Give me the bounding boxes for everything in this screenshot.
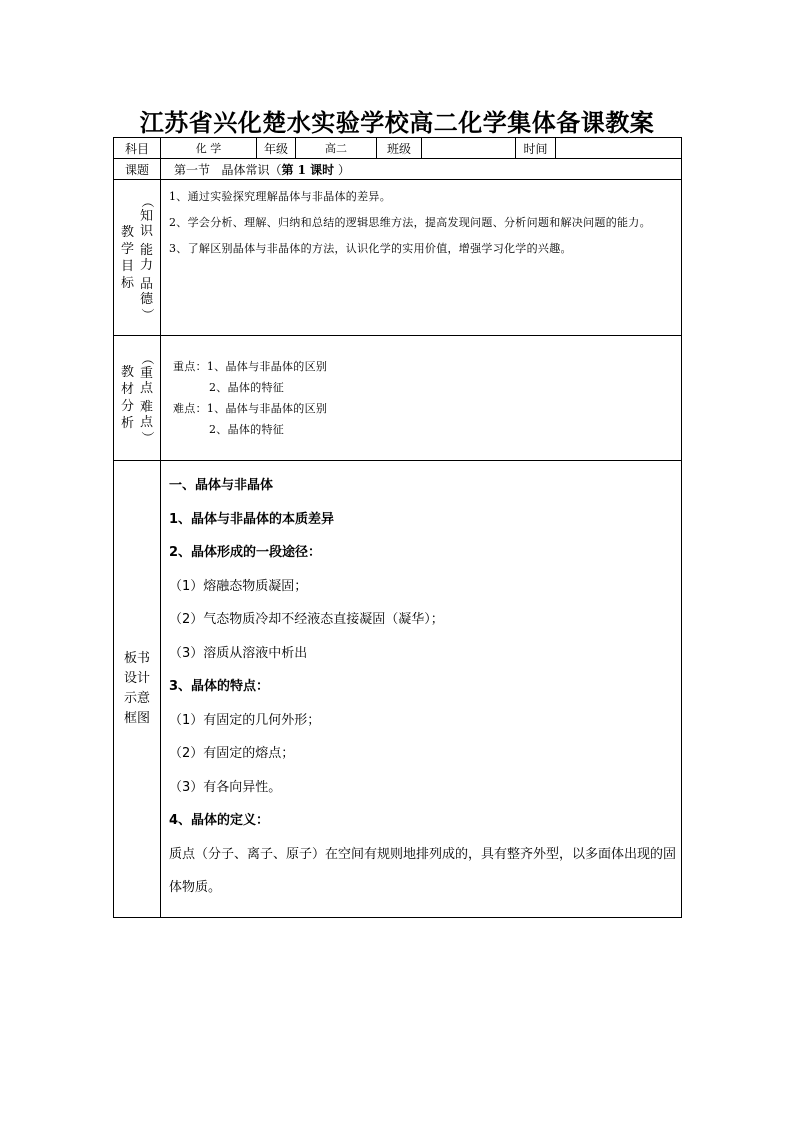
analysis-content bbox=[161, 336, 682, 461]
time-label: 时间 bbox=[516, 138, 556, 159]
label-char: 能 bbox=[140, 242, 154, 258]
label-line: 示意 bbox=[123, 690, 150, 706]
paren-open: （ bbox=[139, 194, 155, 208]
document-title: 江苏省兴化楚水实验学校高二化学集体备课教案 bbox=[139, 108, 655, 137]
board-heading: 一、晶体与非晶体 bbox=[169, 478, 274, 493]
topic-value bbox=[161, 159, 682, 180]
header-row bbox=[114, 138, 682, 159]
label-char: 教 bbox=[120, 224, 134, 240]
label-char: 知 bbox=[140, 208, 154, 224]
objective-item: 1、通过实验探究理解晶体与非晶体的差异。 bbox=[169, 190, 391, 203]
objectives-label-main bbox=[121, 224, 134, 292]
objectives-row bbox=[114, 180, 682, 336]
label-char: 标 bbox=[120, 275, 134, 291]
board-definition: 质点（分子、离子、原子）在空间有规则地排列成的，具有整齐外型，以多面体出现的固体物质。 bbox=[169, 846, 677, 895]
topic-label: 课题 bbox=[114, 159, 161, 180]
difficult-point-line: 难点：1、晶体与非晶体的区别 bbox=[173, 402, 328, 415]
grade-value: 高二 bbox=[296, 138, 377, 159]
paren-open: （ bbox=[139, 351, 155, 366]
topic-row bbox=[114, 159, 682, 180]
difficult-point-line: 2、晶体的特征 bbox=[209, 423, 285, 436]
label-char: 难 bbox=[140, 400, 154, 415]
label-char: 点 bbox=[140, 381, 154, 396]
analysis-label-sub bbox=[140, 351, 153, 445]
label-char: 材 bbox=[120, 382, 134, 397]
topic-text: 第一节 晶体常识（ bbox=[174, 162, 282, 177]
paren-close: ） bbox=[139, 307, 155, 321]
topic-text-end: ） bbox=[334, 162, 350, 177]
topic-lesson-number: 第 1 课时 bbox=[281, 162, 335, 177]
lesson-plan-table bbox=[113, 137, 682, 918]
label-char: 品 bbox=[140, 276, 154, 292]
key-point-line: 2、晶体的特征 bbox=[209, 381, 285, 394]
label-char: 力 bbox=[140, 257, 154, 273]
label-char: 德 bbox=[140, 291, 154, 307]
objectives-content bbox=[161, 180, 682, 336]
label-line: 板书 bbox=[123, 650, 150, 666]
label-line: 框图 bbox=[123, 710, 150, 726]
paren-close: ） bbox=[139, 430, 155, 445]
analysis-label-main bbox=[121, 364, 134, 432]
analysis-row bbox=[114, 336, 682, 461]
board-design-row bbox=[114, 461, 682, 918]
time-value bbox=[556, 138, 682, 159]
board-item: （1）熔融态物质凝固； bbox=[169, 578, 308, 594]
label-char: 重 bbox=[140, 366, 154, 381]
board-item: （2）气态物质冷却不经液态直接凝固（凝华）； bbox=[169, 612, 444, 627]
key-point-line: 重点：1、晶体与非晶体的区别 bbox=[173, 360, 328, 373]
class-value bbox=[422, 138, 516, 159]
board-design-content bbox=[161, 461, 682, 918]
label-char: 识 bbox=[140, 223, 154, 239]
label-char: 教 bbox=[120, 365, 134, 380]
board-item: （2）有固定的熔点； bbox=[169, 746, 295, 761]
objectives-label bbox=[114, 180, 161, 336]
board-design-label bbox=[114, 461, 161, 918]
objective-item: 2、学会分析、理解、归纳和总结的逻辑思维方法，提高发现问题、分析问题和解决问题的能力。 bbox=[169, 216, 651, 229]
board-item: （3）有各向异性。 bbox=[169, 779, 282, 795]
label-line: 设计 bbox=[123, 670, 150, 686]
label-char: 点 bbox=[140, 415, 154, 430]
label-char: 析 bbox=[120, 416, 134, 431]
subject-value: 化 学 bbox=[161, 138, 257, 159]
subject-label: 科目 bbox=[114, 138, 161, 159]
board-subheading: 1、晶体与非晶体的本质差异 bbox=[169, 511, 335, 527]
class-label: 班级 bbox=[377, 138, 422, 159]
grade-label: 年级 bbox=[257, 138, 296, 159]
board-subheading: 4、晶体的定义： bbox=[169, 813, 270, 828]
board-subheading: 2、晶体形成的一段途径： bbox=[169, 545, 322, 560]
board-item: （1）有固定的几何外形； bbox=[169, 712, 321, 728]
objectives-label-sub bbox=[140, 194, 153, 322]
board-item: （3）溶质从溶液中析出 bbox=[169, 645, 308, 661]
label-char: 学 bbox=[120, 241, 134, 257]
label-char: 分 bbox=[120, 399, 134, 414]
objective-item: 3、了解区别晶体与非晶体的方法，认识化学的实用价值，增强学习化学的兴趣。 bbox=[169, 242, 572, 255]
board-subheading: 3、晶体的特点： bbox=[169, 679, 270, 694]
analysis-label bbox=[114, 336, 161, 461]
label-char: 目 bbox=[120, 258, 134, 274]
